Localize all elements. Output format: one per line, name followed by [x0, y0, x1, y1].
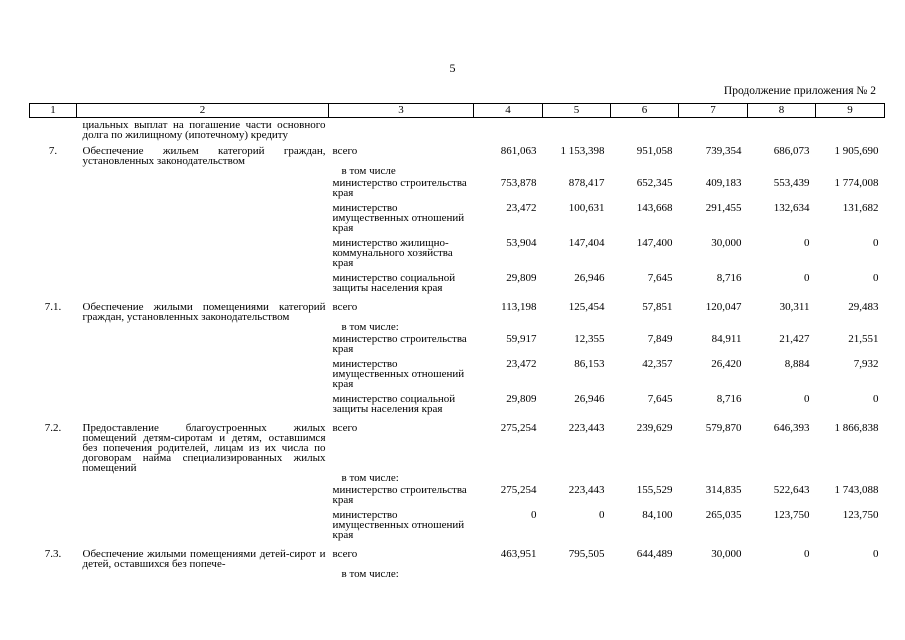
- value-cell-col-5: 26,946: [574, 272, 605, 284]
- row-number: 7.2.: [44, 422, 62, 434]
- table-row: [30, 332, 885, 357]
- row-funding-source: министерство строительства края: [332, 333, 467, 355]
- value-cell-col-4: 113,198: [501, 301, 537, 313]
- value-cell-col-6: 644,489: [636, 548, 673, 560]
- value-cell-col-6: 155,529: [636, 484, 673, 496]
- row-name: [77, 332, 329, 357]
- carry-over-row: [30, 118, 885, 141]
- row-number: [30, 483, 77, 508]
- continuation-caption: Продолжение приложения № 2: [723, 85, 876, 97]
- value-cell-col-8: 0: [804, 237, 810, 249]
- row-funding-source: всего: [332, 548, 358, 560]
- value-cell-col-7: [679, 322, 748, 332]
- value-cell-col-4: 53,904: [506, 237, 537, 249]
- row-number: [30, 322, 77, 332]
- value-cell-col-5: 86,153: [574, 358, 605, 370]
- row-name: [77, 392, 329, 417]
- value-cell-col-8: 0: [804, 548, 810, 560]
- row-name: Обеспечение жилыми помещениями категорий граждан, установленных законодательством: [82, 301, 326, 323]
- table-header: [30, 104, 885, 118]
- row-funding-source: всего: [332, 301, 358, 313]
- column-header-1: 1: [30, 104, 77, 118]
- value-cell-col-9: [816, 473, 885, 483]
- value-cell-col-8: 8,884: [784, 358, 810, 370]
- value-cell-col-9: 1 905,690: [834, 145, 879, 157]
- value-cell-col-6: 7,645: [647, 393, 673, 405]
- row-funding-source: в том числе:: [341, 321, 399, 333]
- column-header-3: 3: [329, 104, 474, 118]
- value-cell-col-8: 21,427: [779, 333, 810, 345]
- value-cell-col-8: 0: [804, 393, 810, 405]
- value-cell-col-7: 314,835: [705, 484, 742, 496]
- value-cell-col-4: [474, 473, 543, 483]
- value-cell-col-6: 143,668: [636, 202, 673, 214]
- value-cell-col-4: 463,951: [500, 548, 537, 560]
- row-number: [30, 176, 77, 201]
- value-cell-col-4: [474, 166, 543, 176]
- value-cell-col-6: 57,851: [642, 301, 673, 313]
- row-funding-source: министерство имущественных отношений края: [332, 202, 465, 234]
- row-number: [30, 166, 77, 176]
- row-number: 7.: [48, 145, 58, 157]
- row-number: [30, 271, 77, 296]
- row-number: [30, 473, 77, 483]
- value-cell-col-9: 21,551: [848, 333, 879, 345]
- value-cell-col-6: 652,345: [636, 177, 673, 189]
- row-name: [77, 271, 329, 296]
- value-cell-col-8: [748, 569, 816, 579]
- row-name: Предоставление благоустроенных жилых помещений детям-сиротам и детям, оставшимся без попечения родителей, лицам из их числа по договорам найма специализированных жилых помещений: [82, 422, 326, 474]
- value-cell-col-5: 12,355: [574, 333, 605, 345]
- row-number: [30, 201, 77, 236]
- row-number: [30, 392, 77, 417]
- value-cell-col-6: [611, 569, 679, 579]
- value-cell-col-9: [816, 166, 885, 176]
- value-cell-col-7: 26,420: [711, 358, 742, 370]
- column-header-4: 4: [474, 104, 543, 118]
- value-cell-col-5: 223,443: [568, 484, 605, 496]
- row-number: [30, 569, 77, 579]
- column-header-8: 8: [748, 104, 816, 118]
- row-funding-source: министерство строительства края: [332, 177, 467, 199]
- value-cell-col-9: 1 866,838: [834, 422, 879, 434]
- value-cell-col-5: 125,454: [568, 301, 605, 313]
- value-cell-col-6: [611, 473, 679, 483]
- value-cell-col-8: 522,643: [773, 484, 810, 496]
- value-cell-col-4: [474, 569, 543, 579]
- value-cell-col-9: 1 743,088: [834, 484, 879, 496]
- row-funding-source: министерство имущественных отношений края: [332, 358, 465, 390]
- table-row: [30, 201, 885, 236]
- value-cell-col-6: [611, 166, 679, 176]
- value-cell-col-8: [748, 473, 816, 483]
- value-cell-col-7: 30,000: [711, 548, 742, 560]
- table-row: [30, 176, 885, 201]
- value-cell-col-4: 29,809: [506, 272, 537, 284]
- value-cell-col-7: 8,716: [716, 393, 742, 405]
- table-row: [30, 543, 885, 569]
- value-cell-col-7: [679, 473, 748, 483]
- value-cell-col-4: 29,809: [506, 393, 537, 405]
- value-cell-col-6: 951,058: [636, 145, 673, 157]
- value-cell-col-7: 120,047: [705, 301, 742, 313]
- value-cell-col-9: 0: [873, 237, 879, 249]
- value-cell-col-8: 553,439: [773, 177, 810, 189]
- row-name: [77, 569, 329, 579]
- value-cell-col-9: 0: [873, 393, 879, 405]
- row-name: [77, 483, 329, 508]
- row-name: [77, 201, 329, 236]
- row-name: Обеспечение жилыми помещениями детей-сирот и детей, оставшихся без попече-: [82, 548, 326, 570]
- table-row: [30, 236, 885, 271]
- row-number: [30, 332, 77, 357]
- row-funding-source: в том числе:: [341, 568, 399, 580]
- value-cell-col-7: 265,035: [705, 509, 742, 521]
- carry-over-text: циальных выплат на погашение части основного долга по жилищному (ипотечному) кредиту: [82, 119, 326, 141]
- value-cell-col-8: [748, 322, 816, 332]
- value-cell-col-8: 132,634: [773, 202, 810, 214]
- row-name: [77, 322, 329, 332]
- value-cell-col-8: 0: [804, 272, 810, 284]
- row-funding-source: в том числе: [341, 165, 396, 177]
- value-cell-col-5: [543, 473, 611, 483]
- row-funding-source: в том числе:: [341, 472, 399, 484]
- row-name: [77, 176, 329, 201]
- value-cell-col-4: 753,878: [500, 177, 537, 189]
- value-cell-col-6: 239,629: [636, 422, 673, 434]
- row-funding-source: министерство социальной защиты населения края: [332, 393, 456, 415]
- row-funding-source: министерство имущественных отношений края: [332, 509, 465, 541]
- value-cell-col-7: [679, 166, 748, 176]
- value-cell-col-6: 42,357: [642, 358, 673, 370]
- value-cell-col-5: [543, 322, 611, 332]
- table-row: [30, 357, 885, 392]
- table-row: [30, 322, 885, 332]
- table-row: [30, 508, 885, 543]
- column-header-6: 6: [611, 104, 679, 118]
- row-name: [77, 166, 329, 176]
- value-cell-col-4: 23,472: [506, 202, 537, 214]
- row-name: [77, 473, 329, 483]
- value-cell-col-6: 7,849: [647, 333, 673, 345]
- value-cell-col-7: 579,870: [705, 422, 742, 434]
- table-row: [30, 140, 885, 166]
- row-funding-source: всего: [332, 422, 358, 434]
- value-cell-col-9: 1 774,008: [834, 177, 879, 189]
- row-name: Обеспечение жильем категорий граждан, установленных законодательством: [82, 145, 326, 167]
- value-cell-col-6: 147,400: [636, 237, 673, 249]
- table-row: [30, 417, 885, 473]
- value-cell-col-9: [816, 322, 885, 332]
- value-cell-col-6: 7,645: [647, 272, 673, 284]
- value-cell-col-8: 30,311: [779, 301, 810, 313]
- table-row: [30, 473, 885, 483]
- value-cell-col-8: 686,073: [773, 145, 810, 157]
- value-cell-col-4: 275,254: [500, 422, 537, 434]
- value-cell-col-9: [816, 569, 885, 579]
- column-header-9: 9: [816, 104, 885, 118]
- value-cell-col-5: 0: [599, 509, 605, 521]
- value-cell-col-7: 291,455: [705, 202, 742, 214]
- row-number: 7.1.: [44, 301, 62, 313]
- value-cell-col-6: 84,100: [642, 509, 673, 521]
- row-number: [30, 236, 77, 271]
- value-cell-col-5: 147,404: [568, 237, 605, 249]
- row-funding-source: всего: [332, 145, 358, 157]
- page-number: 5: [449, 61, 456, 75]
- value-cell-col-7: 84,911: [711, 333, 742, 345]
- row-number: [30, 508, 77, 543]
- value-cell-col-8: 123,750: [773, 509, 810, 521]
- column-header-2: 2: [77, 104, 329, 118]
- value-cell-col-5: 100,631: [568, 202, 605, 214]
- value-cell-col-9: 123,750: [842, 509, 879, 521]
- value-cell-col-5: 223,443: [568, 422, 605, 434]
- value-cell-col-5: 26,946: [574, 393, 605, 405]
- value-cell-col-8: 646,393: [773, 422, 810, 434]
- value-cell-col-6: [611, 322, 679, 332]
- row-funding-source: министерство социальной защиты населения края: [332, 272, 456, 294]
- value-cell-col-5: 878,417: [568, 177, 605, 189]
- value-cell-col-7: 30,000: [711, 237, 742, 249]
- column-header-5: 5: [543, 104, 611, 118]
- value-cell-col-9: 131,682: [842, 202, 879, 214]
- value-cell-col-4: 0: [531, 509, 537, 521]
- column-header-7: 7: [679, 104, 748, 118]
- value-cell-col-7: 739,354: [705, 145, 742, 157]
- row-funding-source: министерство жилищно-коммунального хозяйства края: [332, 237, 453, 269]
- row-number: 7.3.: [44, 548, 62, 560]
- budget-table: [29, 103, 885, 579]
- table-row: [30, 271, 885, 296]
- value-cell-col-4: 59,917: [506, 333, 537, 345]
- value-cell-col-4: [474, 322, 543, 332]
- value-cell-col-4: 275,254: [500, 484, 537, 496]
- value-cell-col-7: [679, 569, 748, 579]
- value-cell-col-7: 8,716: [716, 272, 742, 284]
- value-cell-col-9: 29,483: [848, 301, 879, 313]
- row-name: [77, 357, 329, 392]
- table-row: [30, 569, 885, 579]
- value-cell-col-5: [543, 569, 611, 579]
- table-row: [30, 392, 885, 417]
- value-cell-col-7: 409,183: [705, 177, 742, 189]
- table-row: [30, 483, 885, 508]
- value-cell-col-8: [748, 166, 816, 176]
- value-cell-col-5: [543, 166, 611, 176]
- value-cell-col-4: 23,472: [506, 358, 537, 370]
- value-cell-col-5: 1 153,398: [560, 145, 605, 157]
- value-cell-col-5: 795,505: [568, 548, 605, 560]
- table-body: [30, 118, 885, 580]
- value-cell-col-4: 861,063: [500, 145, 537, 157]
- row-number: [30, 357, 77, 392]
- value-cell-col-9: 0: [873, 548, 879, 560]
- value-cell-col-9: 0: [873, 272, 879, 284]
- row-name: [77, 508, 329, 543]
- table-row: [30, 296, 885, 322]
- table-row: [30, 166, 885, 176]
- row-funding-source: министерство строительства края: [332, 484, 467, 506]
- value-cell-col-9: 7,932: [853, 358, 879, 370]
- row-name: [77, 236, 329, 271]
